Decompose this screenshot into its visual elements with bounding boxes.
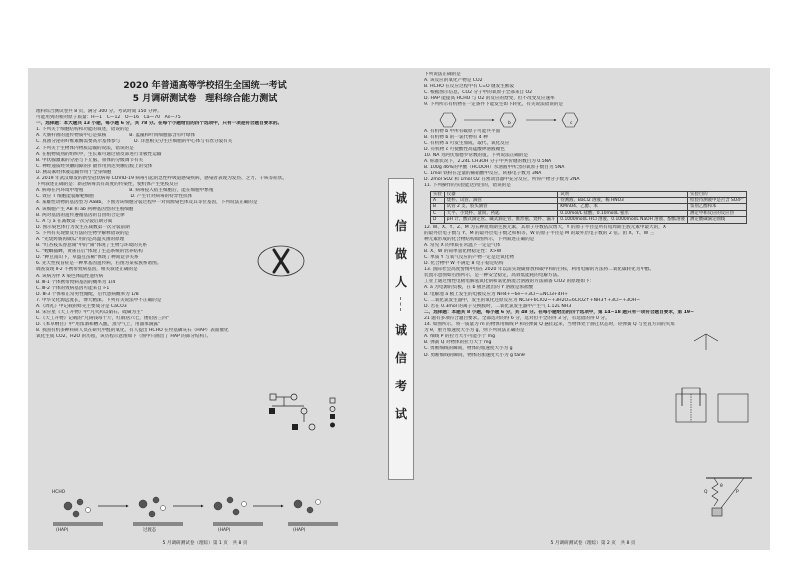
binding-character: 诚: [394, 191, 407, 205]
page-2-text-top: [424, 72, 762, 109]
question-line: 10. NA 为阿伏加德罗常数的值。下列说法正确的是: [424, 152, 529, 158]
question-line: 6. 先天性夜盲症是一种单基因遗传病，右图为某家族系谱图。: [36, 261, 162, 267]
question-line: 21 题有多项符合题目要求。全部选对的得 6 分，选对但不全的得 3 分，有选错的得 0 分。: [424, 315, 610, 321]
question-line: B. HCHO 在反应过程中有 C=O 键发生断裂: [424, 84, 514, 90]
question-line: D. HAP 能提高 HCHO 与 O2 的反应的焓变，但不改变反应速率: [424, 96, 555, 102]
question-line: 2. 下列关于生物体内物质运输的说法，错误的是: [36, 145, 134, 151]
table-cell: A: [431, 197, 445, 203]
table-cell: pH 计、酸式滴定管、碱式滴定管、锥形瓶、烧杯、漏斗: [444, 217, 557, 223]
surface-label: (HAP): [293, 528, 306, 533]
binding-character: 考: [394, 379, 407, 393]
table-cell: 测定酸碱滴定曲线: [688, 217, 747, 223]
question-line: C. 神经递质经突触间隙的扩散作用到达突触后膜上的受体: [36, 163, 153, 169]
question-line: 4. 某雄性动物的基因型为 AaBb，下图为该细胞分裂过程中一对同源染色体及其等位基因，下列说法正确的是: [36, 200, 258, 206]
question-line: C. 有机物 a 可发生加成、取代、氧化反应: [424, 140, 510, 146]
angle-label: θ: [720, 484, 723, 489]
question-line: 一、选择题：本大题共 13 小题，每小题 6 分，共 78 分。在每个小题给出的四个选项中，只有一项是符合题目要求的。: [36, 121, 283, 127]
question-line: B. Ⅲ-1 个体携带致病基因的概率为 1/4: [36, 279, 116, 285]
question-line: A. 该反应的氧化产物是 CO2: [424, 78, 483, 84]
question-line: D. 有机物 c 可使酸性高锰酸钾溶液褪色: [424, 146, 505, 152]
compound-structure-figure: [686, 326, 726, 356]
question-line: D. 若在 0.3mol 的离子交换膜时，二氧化氯发生器中产生气 1.12L NH3: [424, 303, 572, 309]
table-cell: KMnO4、乙醇、苯: [558, 204, 688, 210]
question-line: B. 100g 46%的甲酸（HCOOH）水溶液中所含的氧原子数目为 5NA: [424, 165, 565, 171]
table-cell: 检验待测液中是否含 SO4²⁻: [688, 197, 747, 203]
binding-character: 诚: [394, 323, 407, 337]
integrity-binding-strip: [388, 178, 414, 480]
question-line: 12. W、X、Y、Z、M 为五种短周期主族元素，其原子序数依次增大，Y 的原子半径是所有短周期主族元素中最大的，X: [424, 224, 666, 230]
question-line: A. 该病为伴 X 染色体隐性遗传病: [36, 273, 104, 279]
organic-conversion-figure: [424, 109, 762, 129]
table-cell: 鉴别乙醇和苯: [688, 204, 747, 210]
question-line: D.《本草纲目》中"用浓酒和糟入甑，蒸令气上，用器承滴露": [36, 322, 161, 328]
question-line: C. 剪断细线的瞬间，物体的加速度大小为 g: [424, 346, 513, 352]
question-line: A. 大肠杆菌的遗传物质中心是拟核 B. 蓝藻和叶肉细胞都含有叶绿体: [36, 133, 196, 139]
question-line: B. 弹簧 Q 对物体的拉力大于 mg: [424, 340, 492, 346]
question-line: C. 根据图示信息，CO2 分子中的氧原子全部来自 O2: [424, 90, 533, 96]
string-label: P: [736, 490, 739, 495]
question-line: A. a 为电源的负极，在 b 极区流出的 Y 溶液是浓盐酸: [424, 285, 534, 291]
question-line: 的最外层电子数与 Y、M 的最外层电子数之和相等，W 的原子半径是 M 的最外层电子数的 2 倍。由 X、Y、W 三: [424, 230, 655, 236]
chromosome-figure: [256, 244, 306, 278]
question-line: B. 有机物 b 的一氯代物有 4 种: [424, 134, 488, 140]
question-line: B. X、W 的简单氢化物稳定性：X>W: [424, 248, 502, 254]
question-line: C. 1mol 铁粉在足量的稀硝酸中反应，转移电子数为 3NA: [424, 171, 542, 177]
question-line: C. Ⅲ-2 个体的致病基因可能来自 Ⅰ-1: [36, 285, 110, 291]
question-line: 为 θ，重力加速度大小为 g，则下列说法正确的是: [424, 328, 525, 334]
question-line: 可能用到的相对原子质量：H—1 C—12 O—16 Ca—70 As—75: [36, 115, 181, 121]
spring-string-figure: [704, 476, 754, 526]
table-row: [431, 210, 747, 216]
spring-label: Q: [704, 490, 708, 495]
question-line: C. "螳螂捕蝉，黄雀在后"体现了生态系统的营养结构: [36, 249, 143, 255]
question-line: D. "种豆南山下，草盛豆苗稀"体现了种间竞争关系: [36, 255, 139, 261]
pedigree-chart: [264, 392, 364, 436]
question-line: 氧化生成 CO2、H2O 的历程，该历程示意图如下（图中只画出了 HAP 的部分结构）。: [36, 334, 212, 340]
table-cell: 仪器: [444, 191, 557, 197]
reagent-table: [430, 191, 747, 224]
question-line: A. 该细胞产生 AB 和 ab 两种基因型的生殖细胞: [36, 206, 134, 212]
exam-subtitle: 5 月调研测试卷 理科综合能力测试: [132, 94, 278, 104]
binding-character: 试: [394, 407, 407, 421]
molecule-c-label: c: [570, 120, 573, 126]
question-line: D. 2mol SO2 和 1mol O2 在密闭容器中充分反应，所得产物分子数为 2NA: [424, 177, 580, 183]
table-cell: 测定中和反应的反应热: [688, 210, 747, 216]
table-cell: D: [431, 217, 445, 223]
reactant-label: HCHO: [52, 490, 66, 495]
question-line: D. 图示染色体行为发生在减数第一次分裂前期: [36, 224, 130, 230]
table-cell: 实验: [431, 191, 445, 197]
binding-character: 做: [394, 247, 407, 261]
question-line: 14. 如图所示，将一质量为 m 的物体用细线 P 和轻弹簧 Q 悬挂起来，当物体处于静止状态时，轻弹簧 Q 与竖直方向的夹角: [424, 322, 675, 328]
question-line: B. 两对基因的遗传遵循基因的自由组合定律: [36, 212, 125, 218]
question-line: 种元素形成的化合物结构如图所示，下列叙述正确的是: [424, 236, 535, 242]
table-cell: 待测液、BaCl2 溶液、稀 HNO3: [558, 197, 688, 203]
table-cell: 天平、小烧杯、量筒、药匙: [444, 210, 557, 216]
question-line: B. 甲状腺激素的分泌与下丘脑、垂体的分级调节有关: [36, 157, 144, 163]
table-cell: 0.10mol/L 盐酸、0.10mol/L 氨水: [558, 210, 688, 216]
table-row: [431, 197, 747, 203]
question-line: 11. 下列操作的实验能达到目的，错误的是: [424, 183, 511, 189]
question-line: D. 剪断细线的瞬间，物体的加速度大小为 g tanθ: [424, 352, 525, 358]
molecule-b-label: b: [508, 120, 511, 126]
question-line: 5. 下列有关现象及方法的生物学解释错误的是: [36, 230, 130, 236]
question-line: 3. 2019 年武汉爆发的新型冠状病毒 COVID-19 病毒引起的急性呼吸道感染疾病，感染者表现为发热、乏力、干咳等症状。: [36, 176, 287, 182]
table-row: [431, 204, 747, 210]
table-cell: 0.1000mol/L HCl 溶液、0.1000mol/L NaOH 溶液、酚酞溶液: [558, 217, 688, 223]
question-line: B. 宋应星《天工开物》中"凡火药以硝石、硫磺为主": [36, 310, 143, 316]
question-line: A. 标准状况下，2.24L CH3OH 分子中共价键的数目为 0.5NA: [424, 159, 552, 165]
question-line: B. "红杏枝头春意闹"中的"闹"体现了生物与环境的关系: [36, 243, 147, 249]
page-2-text-mid: [424, 129, 762, 190]
question-line: A. 在植物成熟的组织中，生长素可通过韧皮部进行非极性运输: [36, 151, 162, 157]
table-cell: 烧杯、试管、滴管: [444, 197, 557, 203]
question-line: 9. 下列所示有机物在一定条件下能发生如下转化，有关说法错误的是: [424, 102, 564, 108]
question-line: A. 有机物 b 中所有碳原子可能共平面: [424, 128, 501, 134]
question-line: C.《天工开物》记载的"凡铸钱每十斤，红铜居六七，倭铅居三四": [36, 316, 169, 322]
table-row: [431, 217, 747, 223]
question-line: A. "先烧烤肠再做瓜"用的是高温灭菌的原理: [36, 236, 125, 242]
page-1-text: [36, 109, 374, 341]
question-line: D. Ⅲ-3 个体和正常男性婚配，后代患病概率为 1/8: [36, 291, 139, 297]
exam-sheet: [28, 68, 770, 550]
question-line: 8. 我国有机多种科研人员在研究甲醛的氧化，有人提出 HCHO 在羟基磷灰石（HAP）表面催化: [36, 328, 229, 334]
exam-title: 2020 年普通高等学校招生全国统一考试: [123, 81, 287, 91]
question-line: C. 效应 T 细胞能裂解靶细胞 D. 产生针对病毒的特异性抗体: [36, 194, 193, 200]
page-footer: 5 月调研测试卷（理综）第 1 页 共 8 页: [162, 540, 248, 546]
question-line: 工业上通过惰性电极电解氢氧化钠和氯化钠混合溶液的方法制备 ClO2 的原理如下：: [424, 279, 595, 285]
binding-divider: [400, 297, 402, 311]
table-cell: C: [431, 210, 445, 216]
question-line: C. 真菌分泌的纤维素酶需要高尔基体参与 D. 洋葱根尖分生区细胞的中心体与有丝分裂有关: [36, 139, 233, 145]
question-line: 理科综合测试卷共 8 页，满分 300 分。考试时间 150 分钟。: [36, 109, 162, 114]
table-cell: 试剂: [558, 191, 688, 197]
question-line: A. 常见 X 的单质在常温下一定是气体: [424, 242, 501, 248]
question-line: A. 细线 P 的拉力大小可能小于 mg: [424, 334, 496, 340]
question-line: 13. 国际社会高度警惕中国在 2020 年以前实现碳排放和碳中和的目标，利用电解的方法将二氧化碳转化为甲醇。: [424, 267, 655, 273]
binding-character: 信: [394, 219, 407, 233]
question-line: 7. 中华文化源远流长，博大精深。下列有关说法中不正确的是: [36, 297, 162, 303]
table-cell: 试管 2 支、胶头滴管: [444, 204, 557, 210]
question-line: 1. 下列关于细胞结构和功能的叙述，错误的是: [36, 127, 130, 133]
intermediate-label: 过渡态: [143, 528, 157, 533]
question-line: D. 胰岛素经体液运输作用于全身细胞: [36, 169, 112, 175]
surface-label: (HAP): [218, 528, 231, 533]
question-line: D. 化合物中 W 不满足 8 电子稳定结构: [424, 261, 504, 267]
question-line: 装置示意图如右图所示，是一种安全稳定，高效低能耗的电解方法。: [424, 273, 562, 279]
reaction-mechanism-figure: [48, 484, 348, 534]
question-line: A. 病毒在内环境中增殖 B. 病毒侵入宿主细胞后，能在细胞中繁殖: [36, 188, 214, 194]
exam-page-1: [36, 68, 374, 550]
question-line: 调查发现 Ⅱ-2 不携带致病基因，相关叙述正确的是: [36, 267, 138, 273]
question-line: A.《周礼》中记载的蚌壳主要成分是 CaCO3: [36, 304, 127, 309]
question-line: 下列说法正确的是: [424, 72, 461, 77]
table-cell: 实验目的: [688, 191, 747, 197]
surface-label: (HAP): [56, 528, 69, 533]
binding-character: 人: [394, 275, 407, 289]
question-line: C. 单质 Y 与氧气反应的产物一定是过氧化物: [424, 255, 514, 260]
question-line: C. A 与 a 在减数第一次分裂后期分离: [36, 218, 113, 224]
electrolysis-apparatus-figure: [674, 386, 754, 426]
binding-character: 信: [394, 351, 407, 365]
question-line: B. 电解池 a 极上发生的电极反应为 NH4+−6e−+3Cl−=NCl3+4H+: [424, 291, 568, 297]
question-line: 二、选择题：本题共 8 小题，每小题 6 分，共 48 分。在每小题给出的四个选项中，第 14~18 题只有一项符合题目要求，第 19~: [424, 309, 694, 315]
page-footer: 5 月调研测试卷（理综）第 2 页 共 8 页: [550, 540, 636, 546]
table-cell: B: [431, 204, 445, 210]
question-line: 下列叙述正确的是：新冠病毒具有高度的传染性，使机体产生免疫反应: [36, 182, 179, 188]
exam-page-2: [424, 68, 762, 550]
question-line: C. 二氧化氯发生器中，发生的氧化还原反应为 NCl3+6ClO2−+3H2O=6ClO2↑+NH3↑+3Cl−+3OH−: [424, 297, 641, 303]
